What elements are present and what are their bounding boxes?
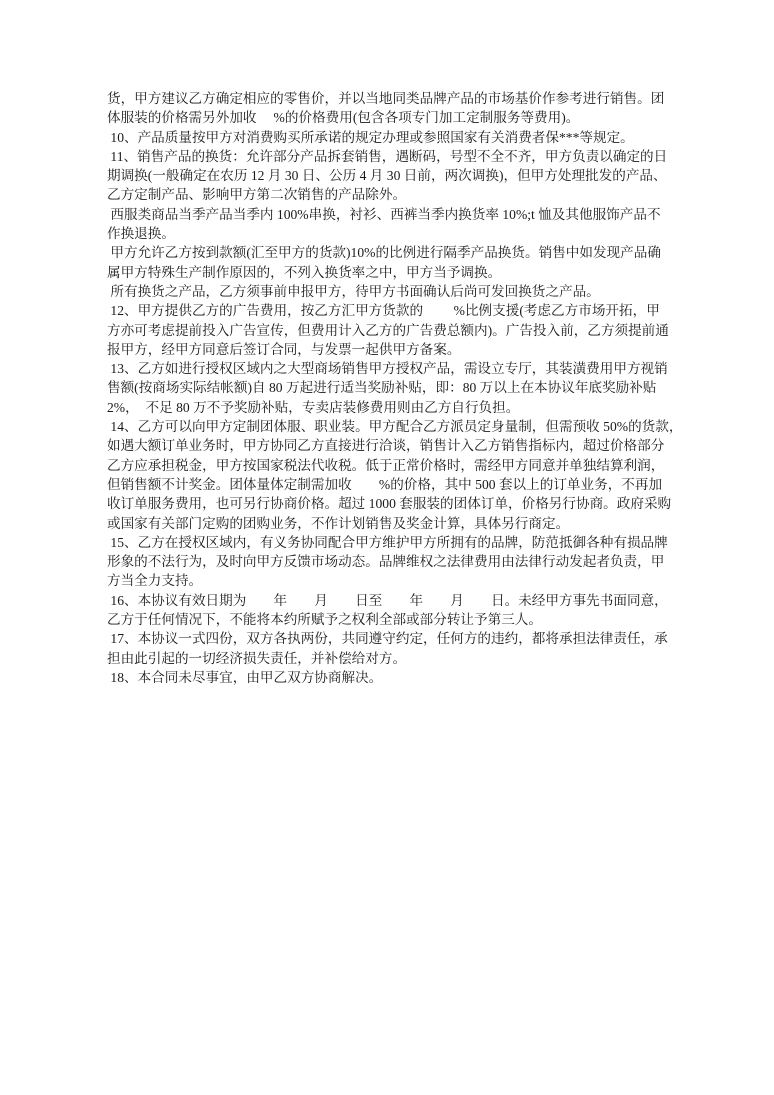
text-line: 售额(按商场实际结帐额)自 80 万起进行适当奖励补贴，即：80 万以上在本协议年底奖励补贴 xyxy=(107,380,657,396)
text-line: 期调换(一般确定在农历 12 月 30 日、公历 4 月 30 日前，两次调换)，但甲方处理批发的产品、 xyxy=(107,168,667,184)
text-line: 13、乙方如进行授权区域内之大型商场销售甲方授权产品，需设立专厅，其装潢费用甲方视销 xyxy=(107,361,668,377)
text-line: 乙方于任何情况下，不能将本约所赋予之权利全部或部分转让予第三人。 xyxy=(107,612,542,628)
text-line: 报甲方，经甲方同意后签订合同，与发票一起供甲方备案。 xyxy=(107,341,461,357)
text-line: 体服装的价格需另外加收 %的价格费用(包含各项专门加工定制服务等费用)。 xyxy=(107,110,580,126)
text-line: 乙方应承担税金，甲方按国家税法代收税。低于正常价格时，需经甲方同意并单独结算利润， xyxy=(107,457,665,473)
text-line: 属甲方特殊生产制作原因的，不列入换货率之中，甲方当予调换。 xyxy=(107,264,502,280)
text-line: 所有换货之产品，乙方须事前申报甲方，待甲方书面确认后尚可发回换货之产品。 xyxy=(107,283,600,299)
text-line: 担由此引起的一切经济损失责任，并补偿给对方。 xyxy=(107,650,407,666)
text-line: 货，甲方建议乙方确定相应的零售价，并以当地同类品牌产品的市场基价作参考进行销售。团 xyxy=(107,91,665,106)
text-line: 2%， 不足 80 万不予奖励补贴，专卖店装修费用则由乙方自行负担。 xyxy=(107,399,520,415)
text-line: 甲方允许乙方按到款额(汇至甲方的货款)10%的比例进行隔季产品换货。销售中如发现产品确 xyxy=(107,245,661,261)
text-line: 但销售额不计奖金。团体量体定制需加收 %的价格，其中 500 套以上的订单业务，不再加 xyxy=(107,476,663,492)
text-line: 收订单服务费用，也可另行协商价格。超过 1000 套服装的团体订单，价格另行协商。政府采购 xyxy=(107,496,672,512)
text-line: 或国家有关部门定购的团购业务，不作计划销售及奖金计算，具体另行商定。 xyxy=(107,515,570,531)
text-line: 16、本协议有效日期为 年 月 日至 年 月 日。未经甲方事先书面同意， xyxy=(107,592,668,608)
text-line: 11、销售产品的换货：允许部分产品拆套销售，遇断码，号型不全不齐，甲方负责以确定的日 xyxy=(107,148,668,164)
text-line: 12、甲方提供乙方的广告费用，按乙方汇甲方货款的 %比例支援(考虑乙方市场开拓，甲 xyxy=(107,303,660,319)
text-line: 18、本合同未尽事宜，由甲乙双方协商解决。 xyxy=(107,669,383,685)
text-line: 方当全力支持。 xyxy=(107,573,203,589)
text-line: 14、乙方可以向甲方定制团体服、职业装。甲方配合乙方派员定身量制，但需预收 50%的货款， xyxy=(107,419,683,435)
text-line: 形象的不法行为，及时向甲方反馈市场动态。品牌维权之法律费用由法律行动发起者负责，甲 xyxy=(107,554,665,570)
text-line: 西服类商品当季产品当季内 100%串换，衬衫、西裤当季内换货率 10%;t 恤及其他服饰产品不 xyxy=(107,206,661,222)
text-line: 17、本协议一式四份，双方各执两份，共同遵守约定，任何方的违约，都将承担法律责任，承 xyxy=(107,631,668,647)
text-line: 作换退换。 xyxy=(107,226,175,242)
text-line: 方亦可考虑提前投入广告宣传，但费用计入乙方的广告费总额内)。广告投入前，乙方须提前通 xyxy=(107,322,669,338)
contract-text-block xyxy=(107,89,683,687)
text-line: 15、乙方在授权区域内，有义务协同配合甲方维护甲方所拥有的品牌，防范抵御各种有损品牌 xyxy=(107,534,668,550)
text-line: 10、产品质量按甲方对消费购买所承诺的规定办理或参照国家有关消费者保***等规定。 xyxy=(107,129,634,145)
text-line: 如遇大额订单业务时，甲方协同乙方直接进行洽谈，销售计入乙方销售指标内，超过价格部分 xyxy=(107,438,665,454)
text-line: 乙方定制产品、影响甲方第二次销售的产品除外。 xyxy=(107,187,407,203)
